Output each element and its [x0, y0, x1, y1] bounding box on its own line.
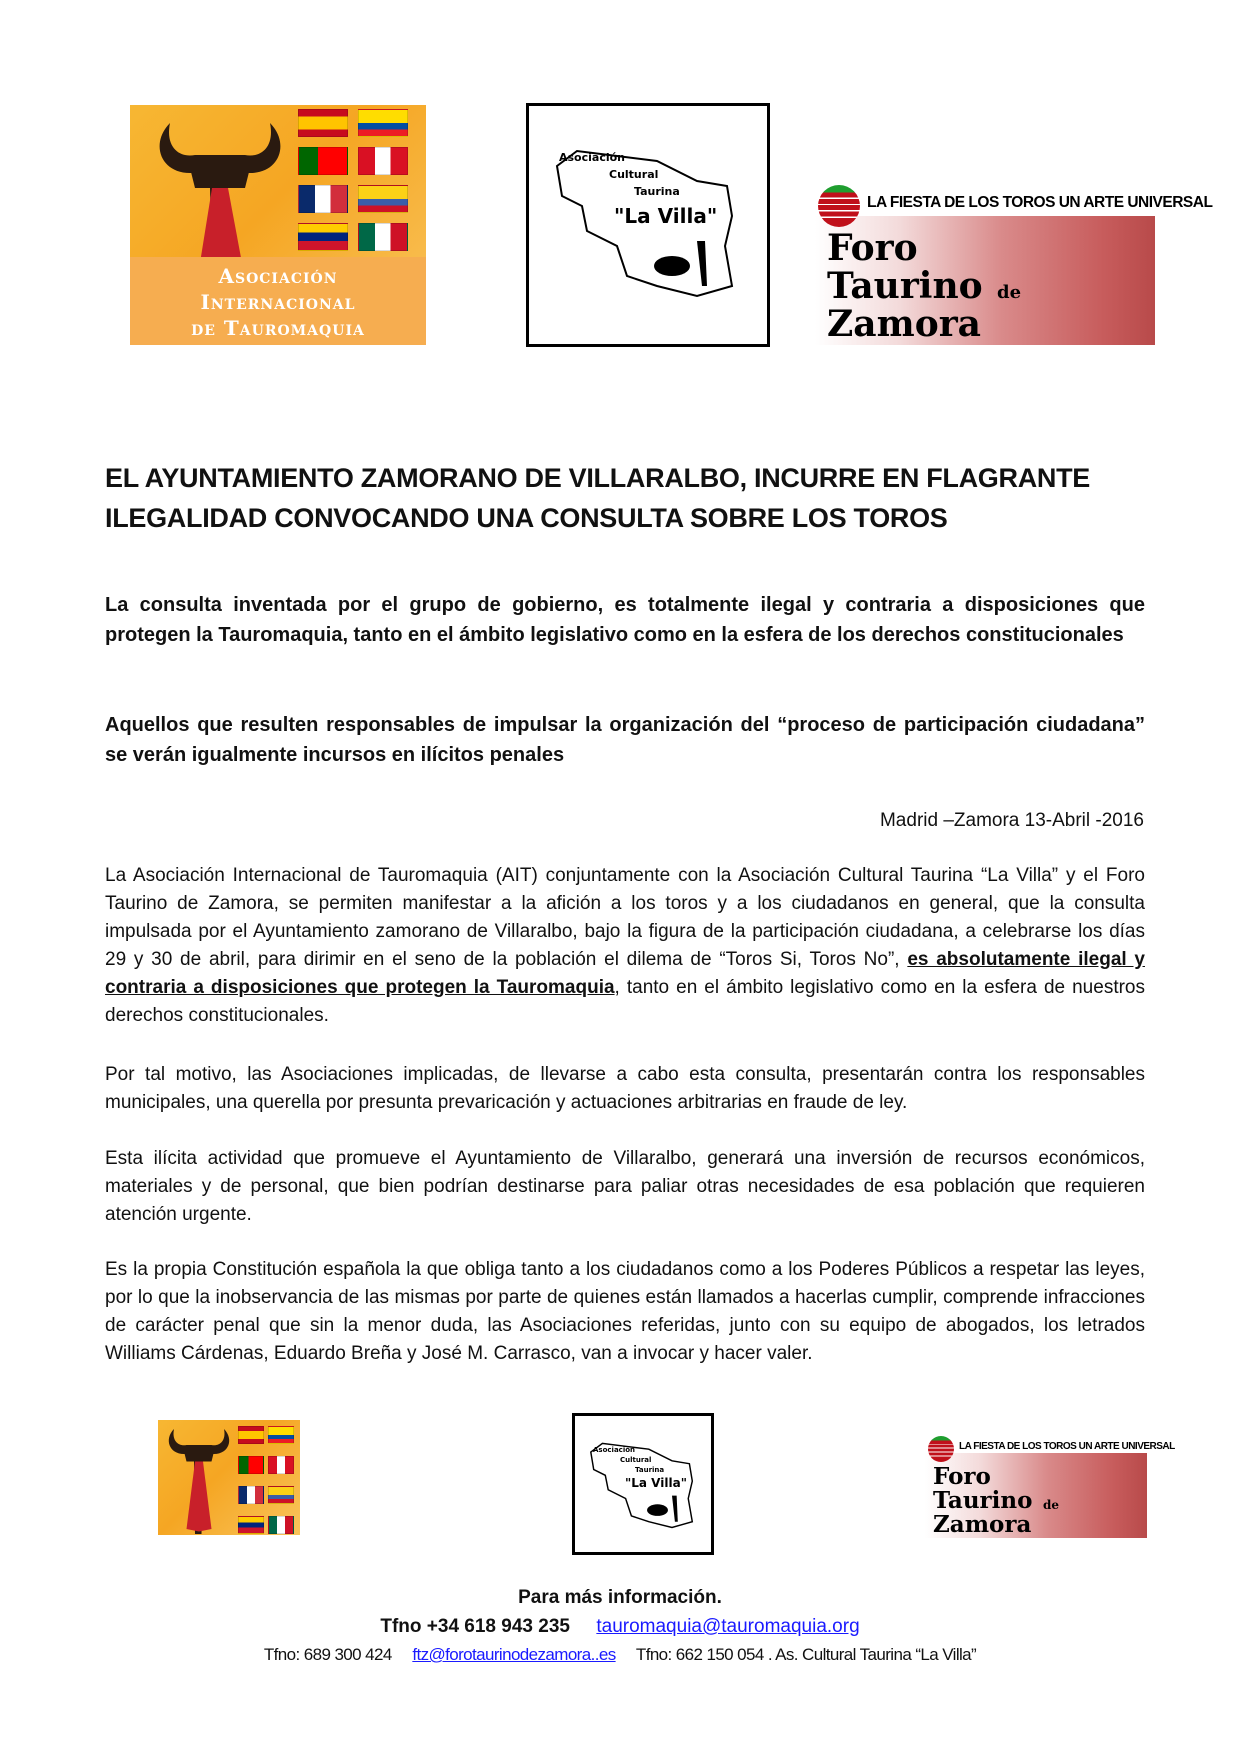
france-flag — [238, 1486, 264, 1504]
mexico-flag — [358, 223, 408, 251]
main-email-link[interactable]: tauromaquia@tauromaquia.org — [596, 1616, 860, 1637]
highlighted-statement: es absolutamente ilegal y contraria a disposiciones que protegen la Tauromaquia — [105, 949, 1145, 998]
paragraph-3: Esta ilícita actividad que promueve el Ayuntamiento de Villaralbo, generará una inversión de recursos económicos, materiales y de personal, que bien podrían destinarse para paliar otras necesidades de esa población que requieren atención urgente. — [105, 1148, 1145, 1225]
dateline: Madrid –Zamora 13-Abril -2016 — [879, 810, 1144, 831]
france-flag — [298, 185, 348, 213]
footer-contact-main — [0, 1616, 1240, 1638]
ait-logo-text: Asociación Internacional de Tauromaquia — [130, 257, 426, 345]
foro-taurino-logo: LA FIESTA DE LOS TOROS UN ARTE UNIVERSAL Foro Taurino de Zamora — [815, 180, 1155, 345]
venezuela-flag — [298, 223, 348, 251]
spain-flag — [298, 109, 348, 137]
ecuador-flag — [358, 109, 408, 137]
document-title: EL AYUNTAMIENTO ZAMORANO DE VILLARALBO, INCURRE EN FLAGRANTE ILEGALIDAD CONVOCANDO UNA CONSULTA SOBRE LOS TOROS — [105, 463, 1091, 533]
villa-phone: Tfno: 662 150 054 . As. Cultural Taurina “La Villa” — [635, 1645, 977, 1664]
portugal-flag — [238, 1456, 264, 1474]
la-villa-logo: Asociación Cultural Taurina "La Villa" — [526, 103, 770, 347]
foro-sun-icon — [818, 185, 860, 227]
foro-taurino-logo-small: LA FIESTA DE LOS TOROS UN ARTE UNIVERSAL Foro Taurino de Zamora — [925, 1433, 1147, 1538]
paragraph-1: La Asociación Internacional de Tauromaquia (AIT) conjuntamente con la Asociación Cultural Taurina “La Villa” y el Foro Taurino de Zamora, se permiten manifestar a la afición a los toros y a los ciudadanos en general, que la consulta impulsada por el Ayuntamiento zamorano de Villaralbo, bajo la figura de la participación ciudadana, a celebrarse los días 29 y 30 de abril, para dirimir en el seno de la población el dilema de “Toros Si, Toros No”, es absolutamente ilegal y contraria a disposiciones que protegen la Tauromaquia, tanto en el ámbito legislativo como en la esfera de nuestros derechos constitucionales. — [105, 865, 1145, 1026]
bull-horns-icon — [150, 113, 290, 273]
colombia-flag — [358, 185, 408, 213]
paragraph-2: Por tal motivo, las Asociaciones implicadas, de llevarse a cabo esta consulta, presentarán contra los responsables municipales, una querella por presunta prevaricación y actuaciones arbitrarias en fraude de ley. — [105, 1064, 1145, 1113]
la-villa-logo-small: Asociación Cultural Taurina "La Villa" — [572, 1413, 714, 1555]
mexico-flag — [268, 1516, 294, 1534]
colombia-flag — [268, 1486, 294, 1504]
peru-flag — [268, 1456, 294, 1474]
foro-sun-icon — [928, 1436, 954, 1462]
footer-contact-secondary — [0, 1645, 1240, 1665]
footer-heading: Para más información. — [518, 1587, 722, 1608]
ait-logo-small — [158, 1420, 300, 1535]
ecuador-flag — [268, 1426, 294, 1444]
foro-email-link[interactable]: ftz@forotaurinodezamora..es — [412, 1645, 616, 1664]
paragraph-4: Es la propia Constitución española la que obliga tanto a los ciudadanos como a los Poderes Públicos a respetar las leyes, por lo que la inobservancia de las mismas por parte de quienes están llamados a hacerlas cumplir, comprende infracciones de carácter penal que sin la menor duda, las Asociaciones referidas, junto con su equipo de abogados, los letrados Williams Cárdenas, Eduardo Breña y José M. Carrasco, van a invocar y hacer valer. — [105, 1259, 1145, 1364]
spain-flag — [238, 1426, 264, 1444]
main-phone: Tfno +34 618 943 235 — [380, 1616, 570, 1637]
portugal-flag — [298, 147, 348, 175]
bull-horns-icon — [164, 1424, 234, 1534]
venezuela-flag — [238, 1516, 264, 1534]
subtitle-2: Aquellos que resulten responsables de impulsar la organización del “proceso de participación ciudadana” se verán igualmente incursos en ilícitos penales — [105, 714, 1145, 766]
ait-logo — [130, 105, 426, 345]
foro-phone: Tfno: 689 300 424 — [263, 1645, 392, 1664]
subtitle-1: La consulta inventada por el grupo de gobierno, es totalmente ilegal y contraria a disposiciones que protegen la Tauromaquia, tanto en el ámbito legislativo como en la esfera de los derechos constitucionales — [105, 594, 1145, 646]
peru-flag — [358, 147, 408, 175]
